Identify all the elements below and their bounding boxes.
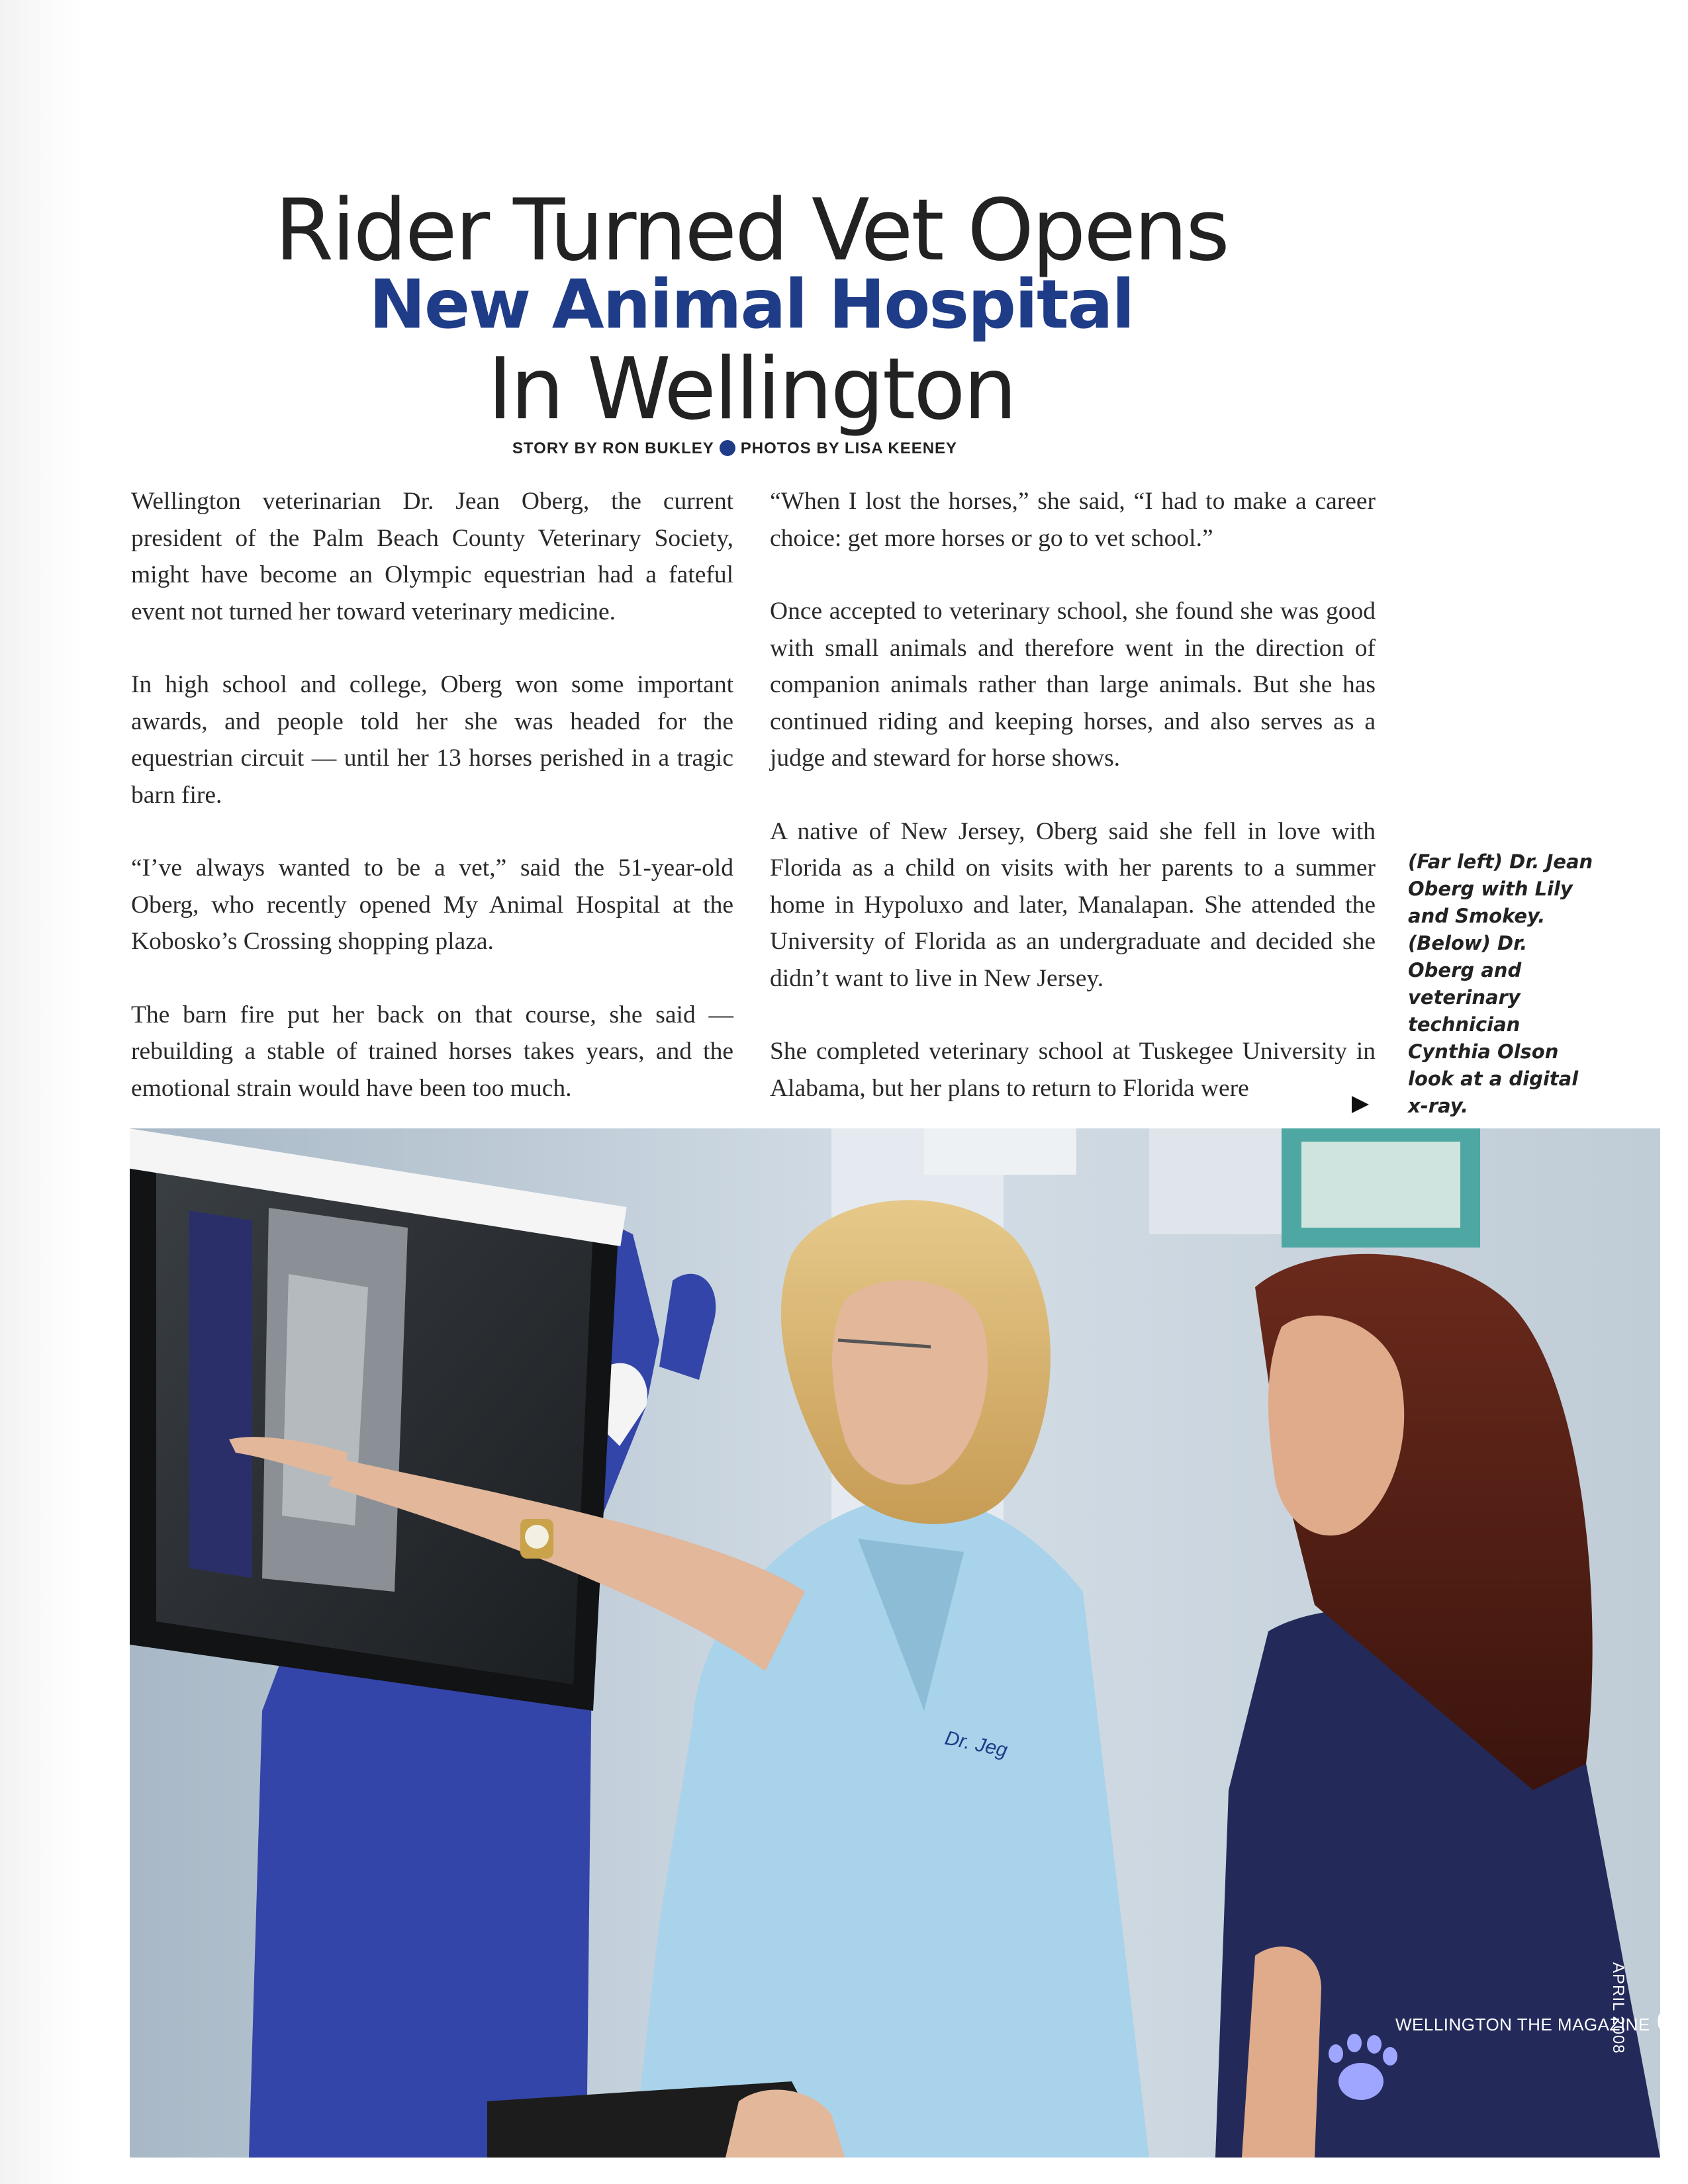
issue-date: APRIL 2008 bbox=[1609, 1962, 1627, 2054]
xray-monitor bbox=[130, 1128, 627, 1711]
paragraph: She completed veterinary school at Tuskegee University in Alabama, but her plans to return to Florida were bbox=[770, 1038, 1376, 1102]
byline bbox=[463, 439, 1006, 458]
headline-line-3: In Wellington bbox=[487, 340, 1015, 439]
photo-credit: PHOTOS BY LISA KEENEY bbox=[740, 439, 958, 457]
scrubs-embroidery: Dr. Jeg bbox=[943, 1727, 1009, 1762]
page-number: 61 bbox=[1656, 2005, 1688, 2036]
article-column-left bbox=[131, 483, 733, 1143]
article-column-right bbox=[770, 483, 1376, 1143]
page-footer bbox=[1395, 2005, 1687, 2037]
continue-arrow-icon bbox=[1352, 1096, 1369, 1113]
headline-line-2: New Animal Hospital bbox=[369, 265, 1134, 344]
scanned-page-edge bbox=[0, 0, 86, 2184]
story-credit: STORY BY RON BUKLEY bbox=[512, 439, 714, 457]
headline bbox=[252, 181, 1251, 439]
paragraph: In high school and college, Oberg won some important awards, and people told her she was headed for the equestrian circuit — until her 13 horses perished in a tragic barn fire. bbox=[131, 671, 733, 809]
paragraph: “I’ve always wanted to be a vet,” said the 51-year-old Oberg, who recently opened My Animal Hospital at the Kobosko’s Crossing shopping plaza. bbox=[131, 854, 733, 955]
photo-caption: (Far left) Dr. Jean Oberg with Lily and Smokey. (Below) Dr. Oberg and veterinary technician Cynthia Olson look at a digital x-ray. bbox=[1408, 850, 1593, 1117]
paragraph: A native of New Jersey, Oberg said she fell in love with Florida as a child on visits with her parents to a summer home in Hypoluxo and later, Manalapan. She attended the University of Florida as an undergraduate and decided she didn’t want to live in New Jersey. bbox=[770, 817, 1376, 992]
magazine-name: WELLINGTON THE MAGAZINE bbox=[1395, 2015, 1650, 2034]
article-photo bbox=[130, 1128, 1660, 2158]
paragraph: Once accepted to veterinary school, she found she was good with small animals and therefore went in the direction of companion animals rather than large animals. But she has continued riding and keeping horses, and also serves as a judge and steward for horse shows. bbox=[770, 598, 1376, 772]
paragraph: Wellington veterinarian Dr. Jean Oberg, the current president of the Palm Beach County Veterinary Society, might have become an Olympic equestrian had a fateful event not turned her toward veterinary medicine. bbox=[131, 488, 733, 625]
headline-line-1: Rider Turned Vet Opens bbox=[275, 181, 1228, 280]
byline-separator-dot bbox=[720, 440, 735, 456]
paragraph: “When I lost the horses,” she said, “I had to make a career choice: get more horses or go to vet school.” bbox=[770, 488, 1376, 552]
paragraph: The barn fire put her back on that course, she said — rebuilding a stable of trained horses takes years, and the emotional strain would have been too much. bbox=[131, 1001, 733, 1102]
